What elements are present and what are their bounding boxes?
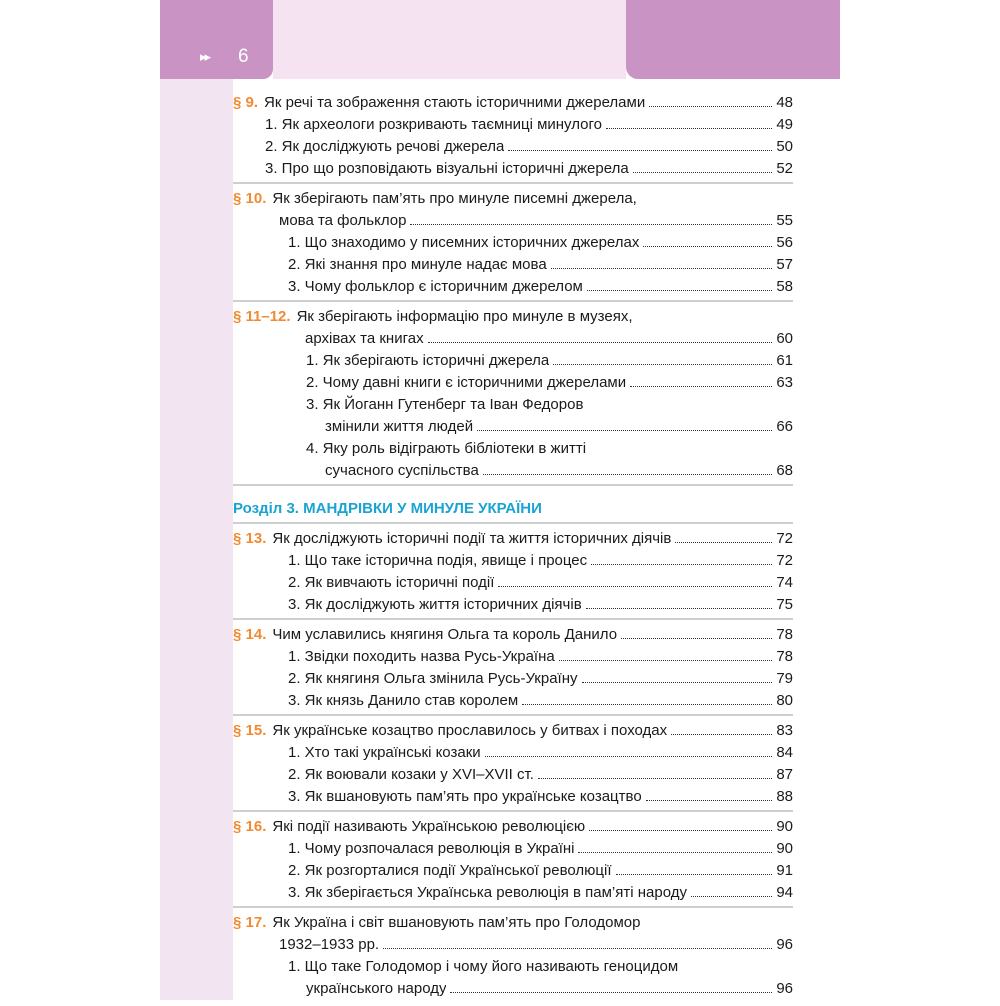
toc-subentry[interactable] (233, 372, 793, 394)
entry-title: Як Україна і світ вшановують пам’ять про Голодомор (272, 914, 641, 931)
leader-dots (508, 150, 772, 151)
toc-block-16 (233, 816, 793, 908)
toc-subentry[interactable] (233, 690, 793, 712)
subentry-page: 74 (776, 574, 793, 591)
entry-page: 83 (776, 722, 793, 739)
toc-entry[interactable] (233, 624, 793, 646)
toc-block-15 (233, 720, 793, 812)
subentry-title: 1. Що таке історична подія, явище і процес (288, 552, 588, 569)
toc-subentry[interactable] (233, 860, 793, 882)
leader-dots (633, 172, 773, 173)
leader-dots (485, 756, 773, 757)
entry-title: Як зберігають інформацію про минуле в музеях, (296, 308, 633, 325)
entry-page: 90 (776, 818, 793, 835)
toc-subentry[interactable] (233, 764, 793, 786)
toc-entry[interactable] (233, 720, 793, 742)
toc-subentry[interactable] (233, 786, 793, 808)
leader-dots (428, 342, 773, 343)
entry-page: 48 (776, 94, 793, 111)
entry-title: Як зберігають пам’ять про минуле писемні джерела, (272, 190, 637, 207)
entry-page: 96 (776, 936, 793, 953)
subentry-title: 2. Як досліджують речові джерела (265, 138, 505, 155)
toc-subentry-line2[interactable] (233, 460, 793, 482)
toc-block-13 (233, 528, 793, 620)
subentry-title: 1. Чому розпочалася революція в Україні (288, 840, 575, 857)
toc-subentry-line2[interactable] (233, 978, 793, 1000)
subentry-title: 2. Як вивчають історичні події (288, 574, 495, 591)
toc-subentry[interactable] (233, 136, 793, 158)
entry-title: Як досліджують історичні події та життя історичних діячів (272, 530, 672, 547)
leader-dots (691, 896, 772, 897)
paragraph-number: § 13. (233, 530, 267, 547)
leader-dots (538, 778, 772, 779)
toc-entry-line1[interactable] (233, 912, 793, 934)
leader-dots (591, 564, 772, 565)
paragraph-number: § 15. (233, 722, 267, 739)
subentry-page: 79 (776, 670, 793, 687)
subentry-title: 2. Які знання про минуле надає мова (288, 256, 547, 273)
subentry-page: 56 (776, 234, 793, 251)
paragraph-number: § 16. (233, 818, 267, 835)
double-arrow-icon: ▸▸ (200, 49, 210, 64)
subentry-title-continued: змінили життя людей (325, 418, 474, 435)
leader-dots (630, 386, 772, 387)
page-number: 6 (238, 46, 249, 67)
subentry-page: 90 (776, 840, 793, 857)
toc-subentry[interactable] (233, 254, 793, 276)
toc-subentry[interactable] (233, 646, 793, 668)
leader-dots (675, 542, 772, 543)
subentry-page: 96 (776, 980, 793, 997)
subentry-page: 84 (776, 744, 793, 761)
subentry-page: 91 (776, 862, 793, 879)
subentry-page: 57 (776, 256, 793, 273)
toc-subentry[interactable] (233, 350, 793, 372)
subentry-title: 3. Як вшановують пам’ять про українське козацтво (288, 788, 642, 805)
entry-title: Чим уславились княгиня Ольга та король Данило (272, 626, 618, 643)
subentry-page: 68 (776, 462, 793, 479)
subentry-page: 94 (776, 884, 793, 901)
toc-subentry-line1[interactable] (233, 438, 793, 460)
toc-subentry[interactable] (233, 158, 793, 180)
subentry-page: 49 (776, 116, 793, 133)
subentry-page: 50 (776, 138, 793, 155)
subentry-page: 58 (776, 278, 793, 295)
subentry-title: 1. Хто такі українські козаки (288, 744, 481, 761)
paragraph-number: § 11–12. (233, 308, 291, 325)
subentry-page: 87 (776, 766, 793, 783)
toc-subentry[interactable] (233, 232, 793, 254)
subentry-title: 3. Про що розповідають візуальні історичні джерела (265, 160, 629, 177)
entry-title-continued: архівах та книгах (305, 330, 424, 347)
toc-subentry[interactable] (233, 838, 793, 860)
subentry-page: 78 (776, 648, 793, 665)
subentry-title: 3. Чому фольклор є історичним джерелом (288, 278, 583, 295)
leader-dots (551, 268, 773, 269)
toc-block-10 (233, 188, 793, 302)
entry-title-continued: мова та фольклор (279, 212, 407, 229)
entry-title-continued: 1932–1933 рр. (279, 936, 380, 953)
leader-dots (553, 364, 772, 365)
toc-subentry[interactable] (233, 550, 793, 572)
entry-title: Як речі та зображення стають історичними джерелами (264, 94, 646, 111)
toc-subentry[interactable] (233, 742, 793, 764)
toc-block-11-12 (233, 306, 793, 486)
toc-entry-line2[interactable] (233, 210, 793, 232)
page (160, 0, 840, 1000)
toc-entry-line2[interactable] (233, 934, 793, 956)
toc-subentry-line1[interactable] (233, 956, 793, 978)
toc-block-9 (233, 92, 793, 184)
leader-dots (522, 704, 772, 705)
section-heading[interactable]: Розділ 3. МАНДРІВКИ У МИНУЛЕ УКРАЇНИ (233, 498, 793, 524)
header-left-tab (160, 0, 273, 79)
paragraph-number: § 14. (233, 626, 267, 643)
toc-subentry[interactable] (233, 572, 793, 594)
entry-page: 55 (776, 212, 793, 229)
toc-block-17 (233, 912, 793, 1002)
leader-dots (649, 106, 772, 107)
toc-subentry[interactable] (233, 276, 793, 298)
subentry-page: 75 (776, 596, 793, 613)
toc-subentry-line1[interactable] (233, 394, 793, 416)
leader-dots (587, 290, 772, 291)
subentry-title: 2. Як розгорталися події Української революції (288, 862, 612, 879)
subentry-page: 52 (776, 160, 793, 177)
subentry-title: 2. Чому давні книги є історичними джерелами (306, 374, 627, 391)
subentry-title: 1. Як археологи розкривають таємниці минулого (265, 116, 602, 133)
subentry-page: 80 (776, 692, 793, 709)
entry-page: 72 (776, 530, 793, 547)
toc-entry-line2[interactable] (233, 328, 793, 350)
subentry-title: 3. Як досліджують життя історичних діячів (288, 596, 582, 613)
paragraph-number: § 9. (233, 94, 259, 111)
leader-dots (383, 948, 772, 949)
header-middle-band (273, 0, 626, 79)
toc-block-14 (233, 624, 793, 716)
subentry-page: 88 (776, 788, 793, 805)
leader-dots (643, 246, 772, 247)
subentry-title: 1. Що таке Голодомор і чому його називають геноцидом (288, 958, 679, 975)
toc-subentry[interactable] (233, 668, 793, 690)
leader-dots (586, 608, 773, 609)
toc-subentry[interactable] (233, 882, 793, 904)
subentry-page: 63 (776, 374, 793, 391)
leader-dots (450, 992, 772, 993)
entry-title: Які події називають Українською революцією (272, 818, 586, 835)
subentry-title: 1. Звідки походить назва Русь-Україна (288, 648, 555, 665)
leader-dots (671, 734, 772, 735)
subentry-title: 1. Як зберігають історичні джерела (306, 352, 550, 369)
toc-entry-line1[interactable] (233, 188, 793, 210)
subentry-title: 3. Як князь Данило став королем (288, 692, 519, 709)
subentry-title-continued: сучасного суспільства (325, 462, 479, 479)
subentry-page: 72 (776, 552, 793, 569)
leader-dots (559, 660, 773, 661)
page-margin-strip (160, 0, 233, 1000)
subentry-title-continued: українського народу (306, 980, 447, 997)
paragraph-number: § 10. (233, 190, 267, 207)
leader-dots (477, 430, 772, 431)
paragraph-number: § 17. (233, 914, 267, 931)
subentry-title: 4. Яку роль відіграють бібліотеки в житті (306, 440, 587, 457)
entry-page: 60 (776, 330, 793, 347)
leader-dots (582, 682, 773, 683)
subentry-title: 3. Як Йоганн Гутенберг та Іван Федоров (306, 396, 584, 413)
subentry-page: 61 (776, 352, 793, 369)
toc-entry[interactable] (233, 528, 793, 550)
leader-dots (498, 586, 772, 587)
entry-title: Як українське козацтво прославилось у битвах і походах (272, 722, 668, 739)
subentry-title: 2. Як воювали козаки у XVI–XVII ст. (288, 766, 534, 783)
leader-dots (410, 224, 772, 225)
toc-subentry-line2[interactable] (233, 416, 793, 438)
leader-dots (589, 830, 772, 831)
toc-entry[interactable] (233, 92, 793, 114)
header-right-tab (626, 0, 840, 79)
subentry-title: 3. Як зберігається Українська революція в пам’яті народу (288, 884, 687, 901)
toc-subentry[interactable] (233, 114, 793, 136)
leader-dots (616, 874, 773, 875)
leader-dots (621, 638, 772, 639)
leader-dots (606, 128, 772, 129)
subentry-page: 66 (776, 418, 793, 435)
subentry-title: 1. Що знаходимо у писемних історичних джерелах (288, 234, 640, 251)
leader-dots (646, 800, 773, 801)
subentry-title: 2. Як княгиня Ольга змінила Русь-Україну (288, 670, 578, 687)
entry-page: 78 (776, 626, 793, 643)
table-of-contents (233, 92, 793, 1006)
toc-entry-line1[interactable] (233, 306, 793, 328)
leader-dots (578, 852, 772, 853)
leader-dots (483, 474, 773, 475)
toc-subentry[interactable] (233, 594, 793, 616)
toc-entry[interactable] (233, 816, 793, 838)
